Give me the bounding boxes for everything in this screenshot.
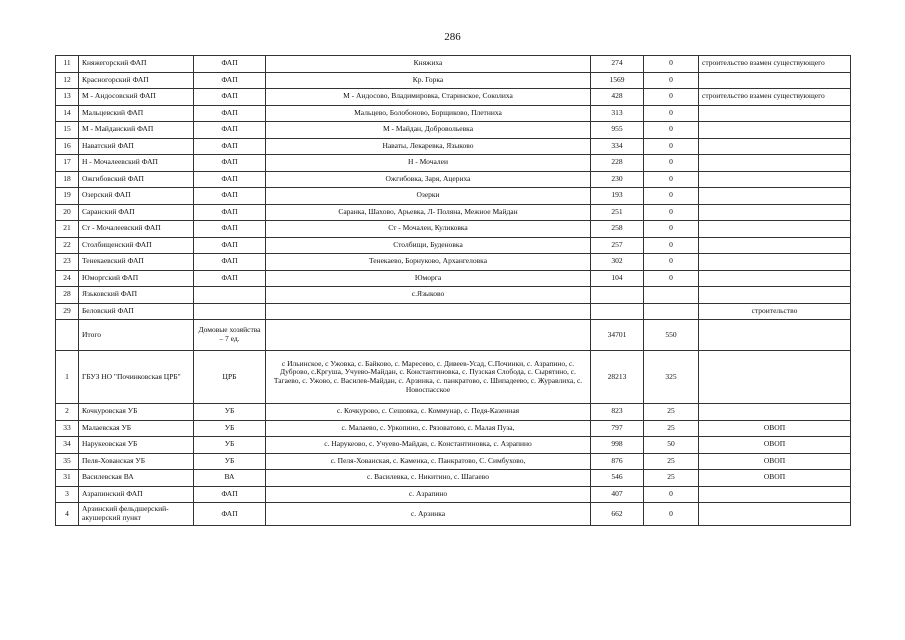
- served-settlements-cell: с. Василевка, с. Никитино, с. Шагаево: [266, 470, 591, 487]
- served-settlements-cell: Юморга: [266, 270, 591, 287]
- population-cell: 876: [591, 453, 644, 470]
- note-cell: [699, 254, 851, 271]
- note-cell: [699, 221, 851, 238]
- population-cell: 302: [591, 254, 644, 271]
- row-number-cell: 29: [56, 303, 79, 320]
- table-row: [56, 287, 851, 304]
- facility-type-cell: УБ: [194, 420, 266, 437]
- facility-type-cell: [194, 303, 266, 320]
- facility-name-cell: Беловский ФАП: [79, 303, 194, 320]
- note-cell: [699, 270, 851, 287]
- table-row: [56, 470, 851, 487]
- table-row: [56, 89, 851, 106]
- facility-name-cell: Саранский ФАП: [79, 204, 194, 221]
- distance-cell: 0: [644, 486, 699, 503]
- facility-type-cell: [194, 287, 266, 304]
- row-number-cell: 34: [56, 437, 79, 454]
- facility-type-cell: ФАП: [194, 503, 266, 526]
- table-row: [56, 188, 851, 205]
- population-cell: 34701: [591, 320, 644, 351]
- population-cell: 546: [591, 470, 644, 487]
- table-row: [56, 486, 851, 503]
- note-cell: [699, 138, 851, 155]
- note-cell: [699, 171, 851, 188]
- facility-type-cell: УБ: [194, 404, 266, 421]
- population-cell: 104: [591, 270, 644, 287]
- facility-type-cell: ФАП: [194, 138, 266, 155]
- served-settlements-cell: М - Майдан, Добровольевка: [266, 122, 591, 139]
- served-settlements-cell: М - Андосово, Владимировка, Старинское, Соколиха: [266, 89, 591, 106]
- table-row: [56, 122, 851, 139]
- row-number-cell: 31: [56, 470, 79, 487]
- table-row: [56, 72, 851, 89]
- note-cell: [699, 122, 851, 139]
- facility-name-cell: Тенекаевский ФАП: [79, 254, 194, 271]
- facility-type-cell: ФАП: [194, 122, 266, 139]
- table-row: [56, 503, 851, 526]
- served-settlements-cell: [266, 320, 591, 351]
- served-settlements-cell: Мальцево, Болобоново, Борщиково, Плетниха: [266, 105, 591, 122]
- facility-type-cell: ФАП: [194, 188, 266, 205]
- table-row: [56, 254, 851, 271]
- facility-type-cell: ФАП: [194, 89, 266, 106]
- table-row: [56, 351, 851, 404]
- facility-type-cell: ФАП: [194, 254, 266, 271]
- facility-name-cell: Княжегорский ФАП: [79, 56, 194, 73]
- note-cell: [699, 351, 851, 404]
- distance-cell: 0: [644, 72, 699, 89]
- row-number-cell: 13: [56, 89, 79, 106]
- population-cell: [591, 303, 644, 320]
- facility-type-cell: ФАП: [194, 105, 266, 122]
- table-row: [56, 221, 851, 238]
- note-cell: [699, 72, 851, 89]
- facility-name-cell: Азрапинский ФАП: [79, 486, 194, 503]
- facility-type-cell: ФАП: [194, 270, 266, 287]
- table-row: [56, 171, 851, 188]
- facility-name-cell: Столбищенский ФАП: [79, 237, 194, 254]
- row-number-cell: 1: [56, 351, 79, 404]
- distance-cell: 0: [644, 105, 699, 122]
- facility-name-cell: Арзинский фельдшерский-акушерский пункт: [79, 503, 194, 526]
- note-cell: [699, 486, 851, 503]
- facilities-table: [55, 55, 851, 526]
- facility-name-cell: Ожгибовский ФАП: [79, 171, 194, 188]
- facility-name-cell: Н - Мочалеевский ФАП: [79, 155, 194, 172]
- facility-type-cell: ФАП: [194, 221, 266, 238]
- served-settlements-cell: Кр. Горка: [266, 72, 591, 89]
- distance-cell: 325: [644, 351, 699, 404]
- population-cell: 258: [591, 221, 644, 238]
- row-number-cell: 23: [56, 254, 79, 271]
- served-settlements-cell: [266, 303, 591, 320]
- distance-cell: 50: [644, 437, 699, 454]
- table-row: [56, 404, 851, 421]
- facility-name-cell: Мальцевский ФАП: [79, 105, 194, 122]
- distance-cell: 0: [644, 221, 699, 238]
- table-row: [56, 420, 851, 437]
- population-cell: 193: [591, 188, 644, 205]
- population-cell: 955: [591, 122, 644, 139]
- note-cell: [699, 105, 851, 122]
- distance-cell: 0: [644, 122, 699, 139]
- row-number-cell: 24: [56, 270, 79, 287]
- table-row: [56, 237, 851, 254]
- population-cell: 1569: [591, 72, 644, 89]
- facility-type-cell: УБ: [194, 437, 266, 454]
- population-cell: 407: [591, 486, 644, 503]
- population-cell: 228: [591, 155, 644, 172]
- served-settlements-cell: Озерки: [266, 188, 591, 205]
- served-settlements-cell: Наваты, Лекаревка, Языково: [266, 138, 591, 155]
- facility-type-cell: ФАП: [194, 171, 266, 188]
- population-cell: 823: [591, 404, 644, 421]
- distance-cell: 0: [644, 155, 699, 172]
- note-cell: строительство взамен существующего: [699, 89, 851, 106]
- distance-cell: 0: [644, 138, 699, 155]
- distance-cell: 0: [644, 503, 699, 526]
- note-cell: ОВОП: [699, 420, 851, 437]
- served-settlements-cell: с. Малаево, с. Уркопино, с. Рязоватово, с. Малая Пуза,: [266, 420, 591, 437]
- facility-type-cell: ЦРБ: [194, 351, 266, 404]
- facility-name-cell: М - Андосовский ФАП: [79, 89, 194, 106]
- note-cell: [699, 503, 851, 526]
- facility-type-cell: ФАП: [194, 486, 266, 503]
- row-number-cell: 21: [56, 221, 79, 238]
- table-row: [56, 105, 851, 122]
- facility-name-cell: Язьковский ФАП: [79, 287, 194, 304]
- page-number: 286: [444, 31, 461, 43]
- row-number-cell: 14: [56, 105, 79, 122]
- served-settlements-cell: Столбищи, Буденовка: [266, 237, 591, 254]
- distance-cell: 25: [644, 420, 699, 437]
- population-cell: 428: [591, 89, 644, 106]
- population-cell: 662: [591, 503, 644, 526]
- distance-cell: 25: [644, 404, 699, 421]
- table-row: [56, 204, 851, 221]
- facility-name-cell: Кочкуровская УБ: [79, 404, 194, 421]
- facility-name-cell: Ст - Мочалеевский ФАП: [79, 221, 194, 238]
- row-number-cell: 3: [56, 486, 79, 503]
- facility-name-cell: ГБУЗ НО "Починковская ЦРБ": [79, 351, 194, 404]
- row-number-cell: 18: [56, 171, 79, 188]
- table-row: [56, 453, 851, 470]
- distance-cell: 0: [644, 204, 699, 221]
- distance-cell: 0: [644, 254, 699, 271]
- table-row: [56, 437, 851, 454]
- distance-cell: [644, 287, 699, 304]
- note-cell: [699, 237, 851, 254]
- facility-name-cell: Итого: [79, 320, 194, 351]
- facility-type-cell: УБ: [194, 453, 266, 470]
- distance-cell: 0: [644, 89, 699, 106]
- note-cell: строительство взамен существующего: [699, 56, 851, 73]
- row-number-cell: 17: [56, 155, 79, 172]
- facility-name-cell: Нарукеовская УБ: [79, 437, 194, 454]
- served-settlements-cell: Ожгибовка, Заря, Ацериха: [266, 171, 591, 188]
- population-cell: [591, 287, 644, 304]
- note-cell: [699, 404, 851, 421]
- table-row: [56, 138, 851, 155]
- served-settlements-cell: Княжиха: [266, 56, 591, 73]
- distance-cell: 0: [644, 188, 699, 205]
- row-number-cell: 22: [56, 237, 79, 254]
- row-number-cell: 35: [56, 453, 79, 470]
- facility-name-cell: Малаевская УБ: [79, 420, 194, 437]
- row-number-cell: [56, 320, 79, 351]
- served-settlements-cell: с. Кочкурово, с. Сешовка, с. Коммунар, с. Педя-Казенная: [266, 404, 591, 421]
- population-cell: 28213: [591, 351, 644, 404]
- facility-type-cell: Домовые хозяйства – 7 ед.: [194, 320, 266, 351]
- row-number-cell: 11: [56, 56, 79, 73]
- population-cell: 257: [591, 237, 644, 254]
- note-cell: [699, 155, 851, 172]
- table-row: [56, 56, 851, 73]
- facility-type-cell: ВА: [194, 470, 266, 487]
- population-cell: 797: [591, 420, 644, 437]
- note-cell: ОВОП: [699, 437, 851, 454]
- distance-cell: 0: [644, 270, 699, 287]
- row-number-cell: 20: [56, 204, 79, 221]
- row-number-cell: 12: [56, 72, 79, 89]
- facility-type-cell: ФАП: [194, 72, 266, 89]
- note-cell: ОВОП: [699, 453, 851, 470]
- served-settlements-cell: Ст - Мочалеи, Куликовка: [266, 221, 591, 238]
- population-cell: 998: [591, 437, 644, 454]
- facility-type-cell: ФАП: [194, 56, 266, 73]
- distance-cell: 0: [644, 171, 699, 188]
- row-number-cell: 33: [56, 420, 79, 437]
- served-settlements-cell: с Ильинское, с Ужовка, с. Байково, с. Маресево, с. Дивеев-Усад, С.Починки, с. Азрапино, с. Дуброво, с.Кргуша, Учуево-Майдан, с. Константиновка, с. Пузская Слобода, с. Сырятино, с. Тагаево, с. Ужово, с. Василев-Майдан, с. Арзинка, с. панкратово, с. Шипадеево, с. Журавлиха, с. Новоспасское: [266, 351, 591, 404]
- note-cell: ОВОП: [699, 470, 851, 487]
- distance-cell: 25: [644, 453, 699, 470]
- population-cell: 230: [591, 171, 644, 188]
- note-cell: [699, 287, 851, 304]
- row-number-cell: 2: [56, 404, 79, 421]
- population-cell: 274: [591, 56, 644, 73]
- note-cell: строительство: [699, 303, 851, 320]
- table-row: [56, 270, 851, 287]
- served-settlements-cell: с. Пеля-Хованская, с. Каменка, с. Панкратово, С. Симбухово,: [266, 453, 591, 470]
- population-cell: 313: [591, 105, 644, 122]
- facility-name-cell: Красногорский ФАП: [79, 72, 194, 89]
- distance-cell: 25: [644, 470, 699, 487]
- distance-cell: 0: [644, 237, 699, 254]
- table-row: [56, 155, 851, 172]
- table-row: [56, 320, 851, 351]
- facility-name-cell: Наватский ФАП: [79, 138, 194, 155]
- facility-type-cell: ФАП: [194, 155, 266, 172]
- served-settlements-cell: Н - Мочалеи: [266, 155, 591, 172]
- population-cell: 251: [591, 204, 644, 221]
- facility-type-cell: ФАП: [194, 204, 266, 221]
- note-cell: [699, 204, 851, 221]
- facility-name-cell: Юморгский ФАП: [79, 270, 194, 287]
- facility-name-cell: Пеля-Хованская УБ: [79, 453, 194, 470]
- facility-name-cell: Озерский ФАП: [79, 188, 194, 205]
- served-settlements-cell: с. Азрапино: [266, 486, 591, 503]
- distance-cell: [644, 303, 699, 320]
- distance-cell: 0: [644, 56, 699, 73]
- served-settlements-cell: с. Арзинка: [266, 503, 591, 526]
- distance-cell: 550: [644, 320, 699, 351]
- note-cell: [699, 320, 851, 351]
- facility-name-cell: М - Майданский ФАП: [79, 122, 194, 139]
- facility-name-cell: Василевская ВА: [79, 470, 194, 487]
- row-number-cell: 15: [56, 122, 79, 139]
- row-number-cell: 28: [56, 287, 79, 304]
- row-number-cell: 19: [56, 188, 79, 205]
- facility-type-cell: ФАП: [194, 237, 266, 254]
- served-settlements-cell: Саранка, Шахово, Арьевка, Л- Поляна, Межное Майдан: [266, 204, 591, 221]
- row-number-cell: 4: [56, 503, 79, 526]
- row-number-cell: 16: [56, 138, 79, 155]
- note-cell: [699, 188, 851, 205]
- served-settlements-cell: Тенекаево, Борнуково, Архангеловка: [266, 254, 591, 271]
- served-settlements-cell: с.Языково: [266, 287, 591, 304]
- population-cell: 334: [591, 138, 644, 155]
- served-settlements-cell: с. Нарукеово, с. Учуево-Майдан, с. Константиновка, с. Азрапино: [266, 437, 591, 454]
- table-row: [56, 303, 851, 320]
